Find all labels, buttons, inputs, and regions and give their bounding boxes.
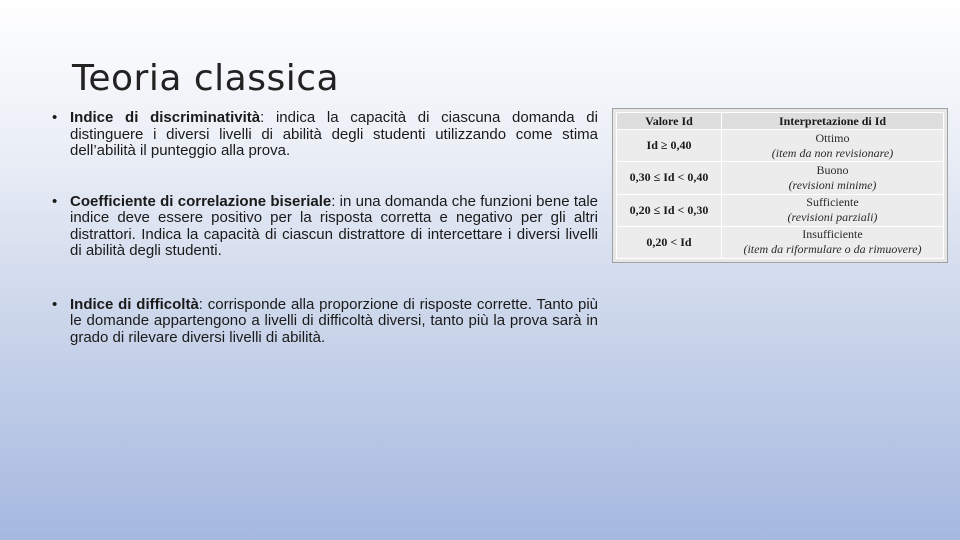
table-cell-value: 0,20 < Id xyxy=(617,226,722,258)
interpretation-note: (item da riformulare o da rimuovere) xyxy=(743,242,922,257)
table-cell-interpretation xyxy=(722,162,944,194)
table-cell-interpretation xyxy=(722,226,944,258)
table-cell-interpretation xyxy=(722,194,944,226)
bullet-term: Indice di discriminatività xyxy=(70,109,261,126)
interpretation-note: (item da non revisionare) xyxy=(771,145,894,160)
bullet-discriminativita xyxy=(52,110,598,160)
table-row xyxy=(617,194,944,226)
bullet-list xyxy=(52,110,598,380)
table-row xyxy=(617,162,944,194)
interpretation-label: Buono xyxy=(816,162,849,177)
bullet-term: Coefficiente di correlazione biseriale xyxy=(70,192,332,210)
table-header-row xyxy=(617,113,944,130)
interpretation-note: (revisioni parziali) xyxy=(787,210,878,225)
table-cell-value: 0,20 ≤ Id < 0,30 xyxy=(617,194,722,226)
bullet-term: Indice di difficoltà xyxy=(70,295,199,313)
interpretation-table-image xyxy=(612,108,948,263)
table-cell-value: Id ≥ 0,40 xyxy=(617,130,722,162)
interpretation-note: (revisioni minime) xyxy=(788,177,877,192)
bullet-text: : in una domanda che funzioni bene tale indice deve essere positivo per la risposta corretta e negativo per gli altri distrattori. Indica la capacità di ciascun distrattore di intercettare i diversi livelli di abilità degli studenti. xyxy=(70,192,598,259)
bullet-difficolta xyxy=(52,297,598,347)
bullet-biseriale xyxy=(52,194,598,260)
interpretation-label: Insufficiente xyxy=(802,227,863,242)
table-header-value: Valore Id xyxy=(617,113,722,130)
bullet-text: : indica la capacità di ciascuna domanda di distinguere i diversi livelli di abilità degli studenti utilizzando come stima dell’abilità il punteggio alla prova. xyxy=(70,109,598,159)
table-row xyxy=(617,226,944,258)
table-cell-value: 0,30 ≤ Id < 0,40 xyxy=(617,162,722,194)
interpretation-label: Sufficiente xyxy=(806,195,859,210)
table-header-interpretation: Interpretazione di Id xyxy=(722,113,944,130)
table-cell-interpretation xyxy=(722,130,944,162)
bullet-text: : corrisponde alla proporzione di risposte corrette. Tanto più le domande appartengono a livelli di difficoltà diversi, tanto più la prova sarà in grado di rilevare diversi livelli di abilità. xyxy=(70,295,599,346)
interpretation-table xyxy=(616,112,944,259)
interpretation-label: Ottimo xyxy=(815,130,850,145)
slide-title: Teoria classica xyxy=(72,58,340,99)
table-row xyxy=(617,130,944,162)
